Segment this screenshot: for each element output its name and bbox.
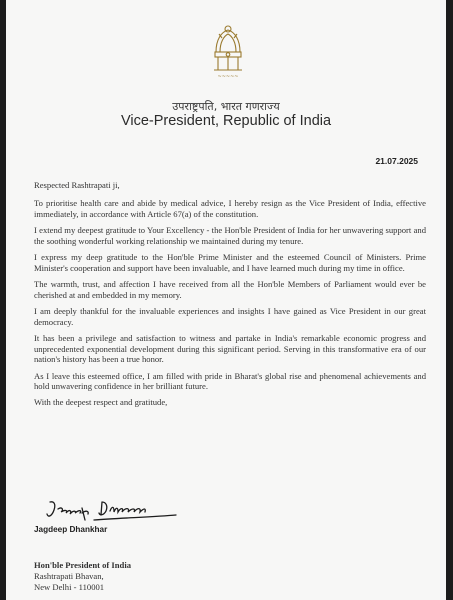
salutation: Respected Rashtrapati ji, xyxy=(34,180,120,190)
svg-text:~~~~~: ~~~~~ xyxy=(217,74,239,80)
addressee-title: Hon'ble President of India xyxy=(34,560,132,570)
letter-page xyxy=(6,0,446,600)
paragraph-3: I express my deep gratitude to the Hon'ble Prime Minister and the esteemed Council of Ministers. Prime Minister's cooperation and support have been invaluable, and I have learned much during my time in office. xyxy=(34,252,426,273)
paragraph-1: To prioritise health care and abide by medical advice, I hereby resign as the Vice President of India, effective immediately, in accordance with Article 67(a) of the constitution. xyxy=(34,198,426,219)
closing: With the deepest respect and gratitude, xyxy=(34,397,168,408)
addressee-line-1: Rashtrapati Bhavan, xyxy=(34,571,104,582)
addressee-block xyxy=(34,560,131,594)
paragraph-4: The warmth, trust, and affection I have received from all the Hon'ble Members of Parliament would ever be cherished at and embedded in my memory. xyxy=(34,279,426,300)
addressee-line-2: New Delhi - 110001 xyxy=(34,582,105,593)
letterhead-hindi-title: उपराष्ट्रपति, भारत गणराज्य xyxy=(172,100,280,113)
paragraph-7: As I leave this esteemed office, I am filled with pride in Bharat's global rise and phenomenal achievements and hold unwavering confidence in her brilliant future. xyxy=(34,370,426,391)
letter-body xyxy=(34,180,426,414)
letter-date: 21.07.2025 xyxy=(375,156,418,166)
handwritten-signature xyxy=(44,496,184,526)
national-emblem-icon xyxy=(208,22,248,80)
letterhead-english-title: Vice-President, Republic of India xyxy=(120,113,332,129)
signer-name: Jagdeep Dhankhar xyxy=(34,525,108,534)
paragraph-5: I am deeply thankful for the invaluable experiences and insights I have gained as Vice President in our great democracy. xyxy=(34,306,426,327)
paragraph-6: It has been a privilege and satisfaction to witness and partake in India's remarkable economic progress and unprecedented exponential development during this significant period. Serving in this transformative era of our nation's history has been a true honor. xyxy=(34,333,426,364)
paragraph-2: I extend my deepest gratitude to Your Excellency - the Hon'ble President of India for her unwavering support and the soothing wonderful working relationship we maintained during my tenure. xyxy=(34,225,426,246)
